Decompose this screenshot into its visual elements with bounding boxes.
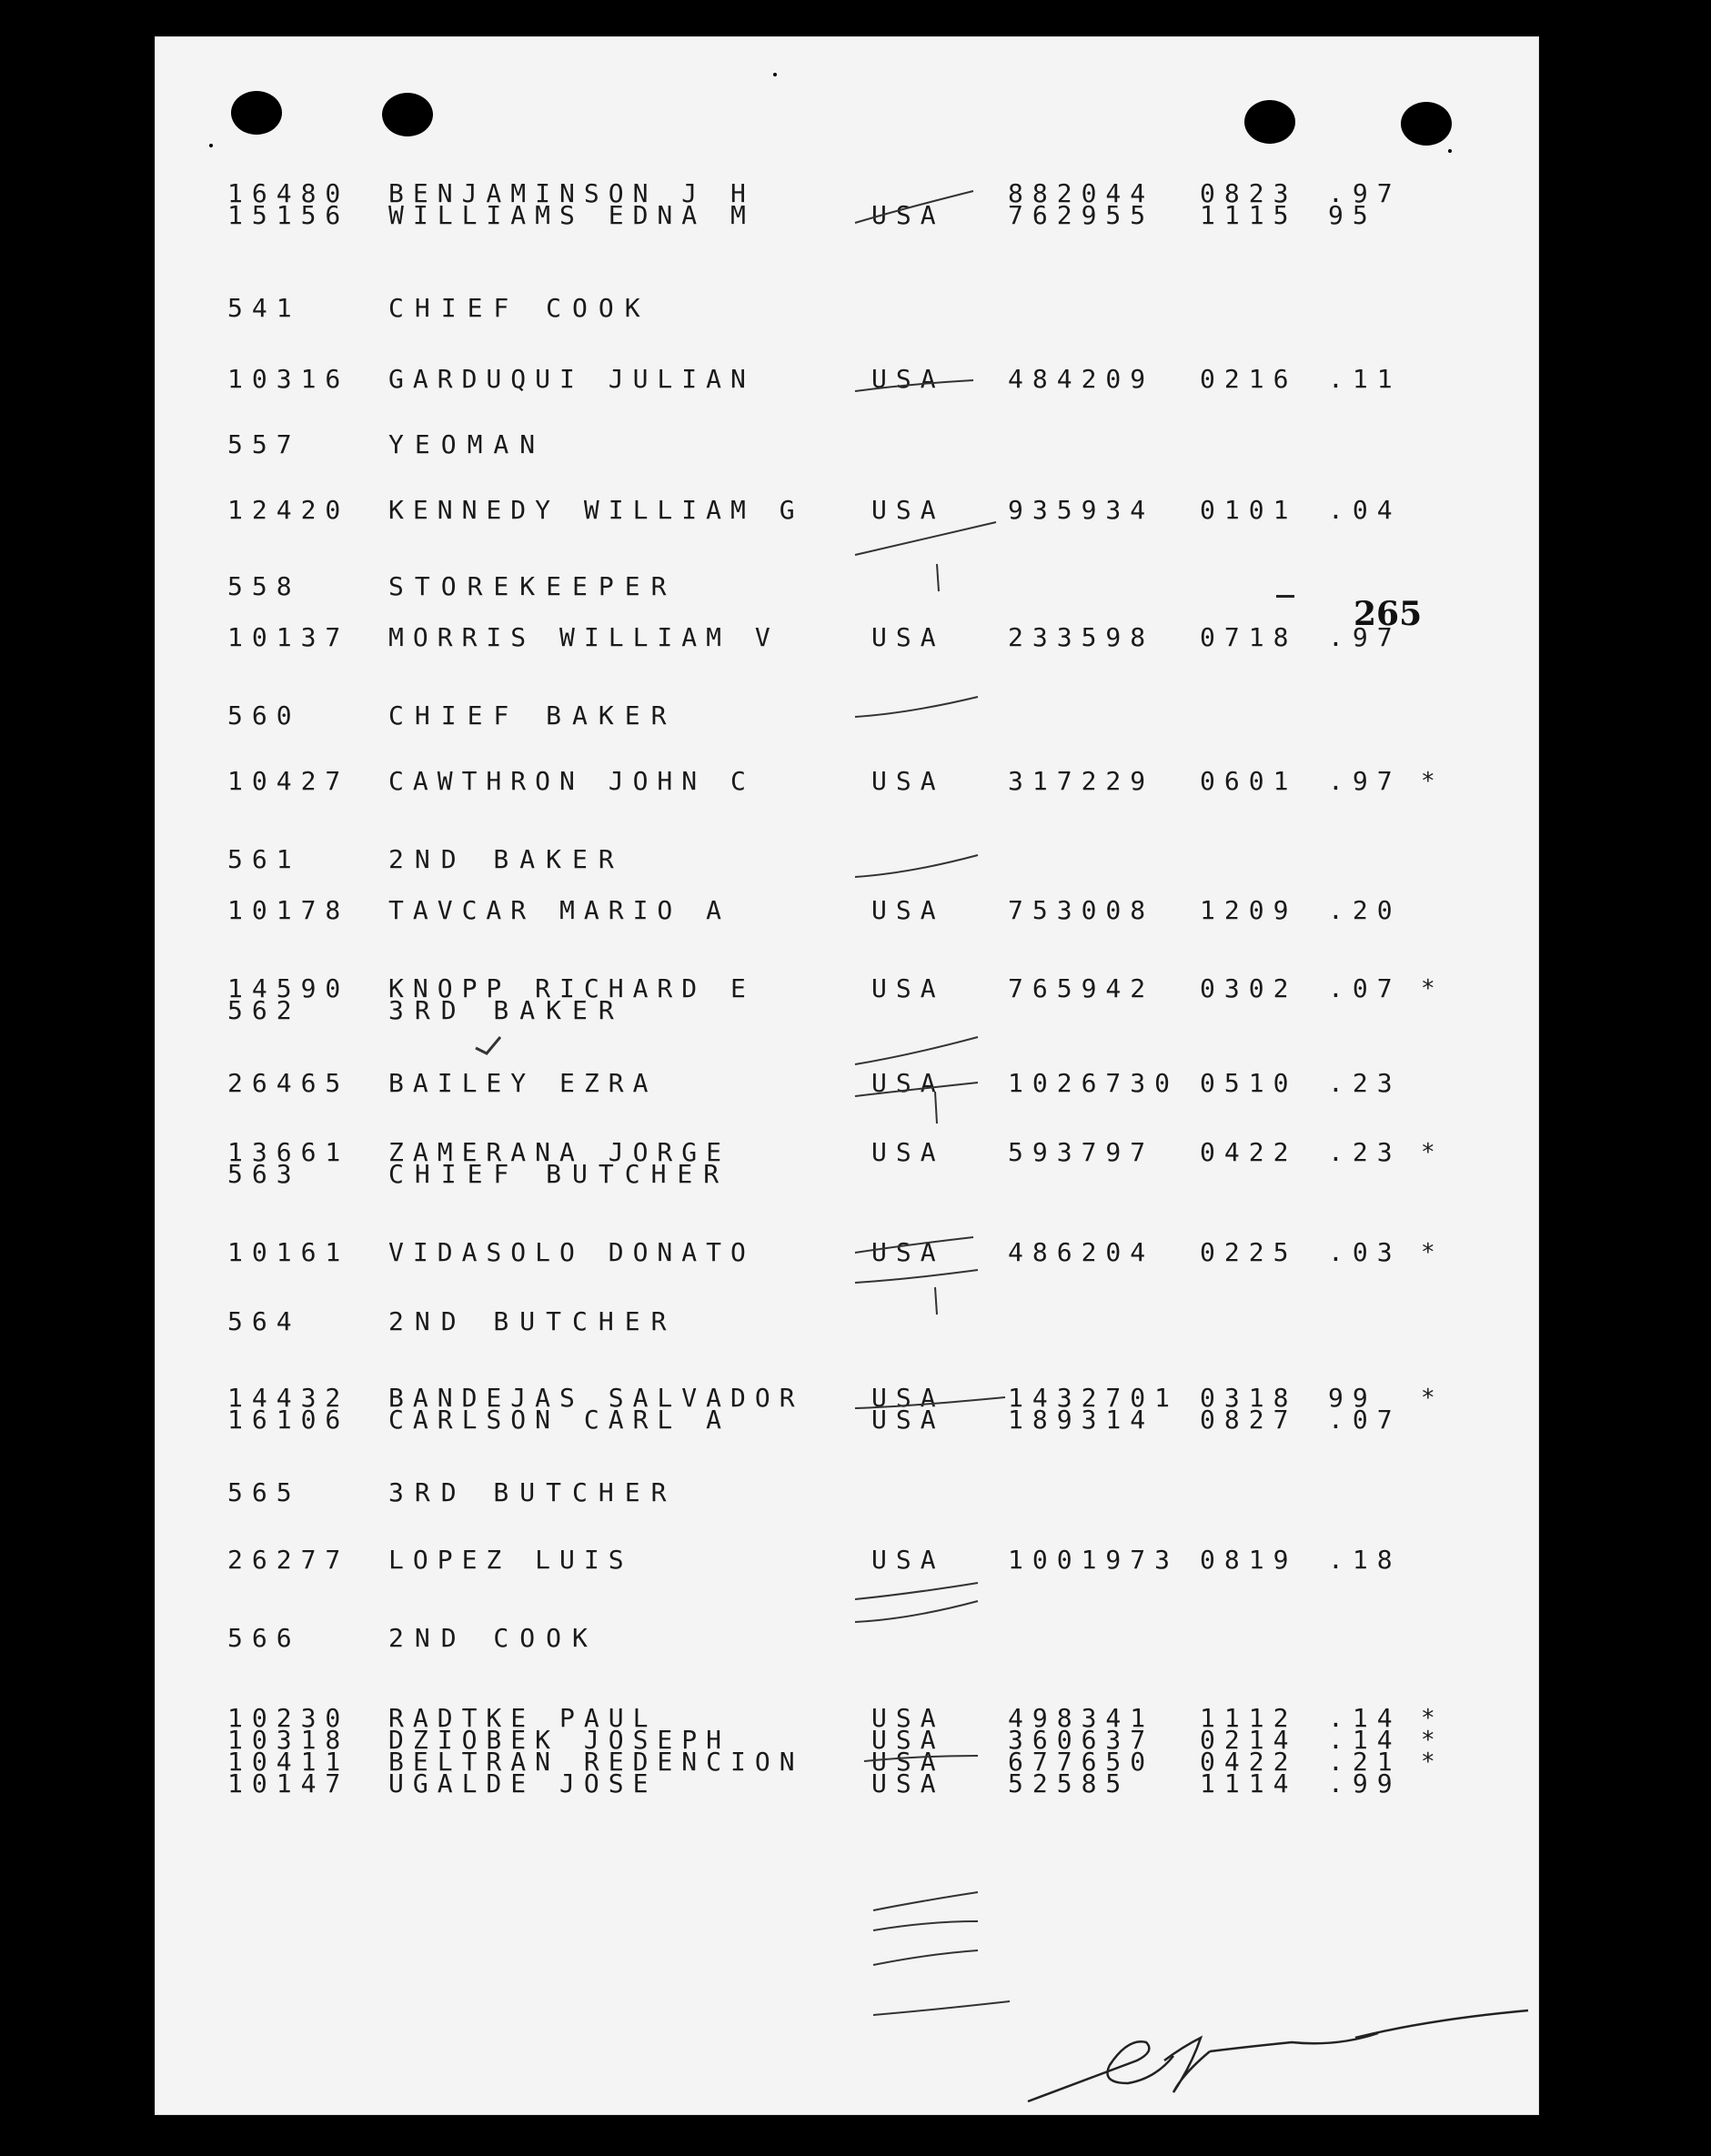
decimal-value: .23 [1328,1137,1402,1167]
date-code: 0214 [1200,1725,1298,1755]
employee-id: 14590 [227,973,350,1003]
record-number: 1026730 [1008,1068,1180,1098]
section-title: 2ND COOK [388,1623,599,1653]
date-code: 0318 [1200,1383,1298,1413]
record-number: 317229 [1008,766,1155,796]
employee-id: 10427 [227,766,350,796]
employee-id: 12420 [227,495,350,525]
decimal-value: .23 [1328,1068,1402,1098]
section-title: 3RD BAKER [388,995,625,1025]
record-number: 1432701 [1008,1383,1180,1413]
country: USA [871,495,945,525]
country: USA [871,1237,945,1267]
date-code: 0823 [1200,178,1298,208]
section-code: 564 [227,1306,301,1336]
page-number: 265 [1354,595,1423,633]
date-code: 0101 [1200,495,1298,525]
document-page [155,36,1539,2115]
section-code: 558 [227,571,301,601]
section-code: 560 [227,700,301,730]
decimal-value: .11 [1328,364,1402,394]
employee-id: 10411 [227,1747,350,1777]
employee-id: 10178 [227,895,350,925]
section-code: 541 [227,293,301,323]
decimal-value: .97 [1328,622,1402,652]
country: USA [871,1137,945,1167]
asterisk-mark: * [1421,768,1435,795]
employee-name: BANDEJAS SALVADOR [388,1383,804,1413]
employee-name: BELTRAN REDENCION [388,1747,804,1777]
employee-name: KENNEDY WILLIAM G [388,495,804,525]
section-code: 563 [227,1159,301,1189]
country: USA [871,973,945,1003]
signature [1028,2010,1528,2101]
decimal-value: .07 [1328,973,1402,1003]
employee-name: MORRIS WILLIAM V [388,622,780,652]
date-code: 0601 [1200,766,1298,796]
section-title: CHIEF BUTCHER [388,1159,730,1189]
country: USA [871,364,945,394]
decimal-value: .97 [1328,178,1402,208]
section-title: 2ND BAKER [388,844,625,874]
employee-name: CARLSON CARL A [388,1405,731,1435]
asterisk-mark: * [1421,1727,1435,1754]
employee-id: 10161 [227,1237,350,1267]
country: USA [871,1383,945,1413]
employee-id: 10316 [227,364,350,394]
country: USA [871,1703,945,1733]
asterisk-mark: * [1421,975,1435,1002]
employee-name: BAILEY EZRA [388,1068,658,1098]
decimal-value: 95 [1328,200,1377,230]
date-code: 1209 [1200,895,1298,925]
record-number: 765942 [1008,973,1155,1003]
employee-id: 10147 [227,1768,350,1798]
country: USA [871,1405,945,1435]
employee-id: 10318 [227,1725,350,1755]
employee-id: 26277 [227,1545,350,1575]
date-code: 0819 [1200,1545,1298,1575]
section-code: 557 [227,429,301,459]
date-code: 0422 [1200,1137,1298,1167]
country: USA [871,1068,945,1098]
country: USA [871,766,945,796]
handwritten-marks [155,36,1539,2115]
date-code: 0216 [1200,364,1298,394]
date-code: 0302 [1200,973,1298,1003]
employee-name: GARDUQUI JULIAN [388,364,755,394]
employee-name: ZAMERANA JORGE [388,1137,731,1167]
asterisk-mark: * [1421,1139,1435,1166]
employee-name: TAVCAR MARIO A [388,895,731,925]
date-code: 1112 [1200,1703,1298,1733]
record-number: 189314 [1008,1405,1155,1435]
date-code: 0225 [1200,1237,1298,1267]
employee-name: WILLIAMS EDNA M [388,200,755,230]
record-number: 935934 [1008,495,1155,525]
section-title: CHIEF BAKER [388,700,678,730]
decimal-value: .20 [1328,895,1402,925]
section-title: CHIEF COOK [388,293,651,323]
section-code: 562 [227,995,301,1025]
employee-name: UGALDE JOSE [388,1768,658,1798]
employee-id: 26465 [227,1068,350,1098]
employee-name: DZIOBEK JOSEPH [388,1725,731,1755]
employee-id: 15156 [227,200,350,230]
record-number: 486204 [1008,1237,1155,1267]
asterisk-mark: * [1421,1748,1435,1776]
decimal-value: .97 [1328,766,1402,796]
decimal-value: .07 [1328,1405,1402,1435]
employee-name: KNOPP RICHARD E [388,973,755,1003]
employee-name: CAWTHRON JOHN C [388,766,755,796]
record-number: 498341 [1008,1703,1155,1733]
record-number: 593797 [1008,1137,1155,1167]
record-number: 762955 [1008,200,1155,230]
employee-id: 10230 [227,1703,350,1733]
section-title: STOREKEEPER [388,571,678,601]
record-number: 484209 [1008,364,1155,394]
decimal-value: .14 [1328,1725,1402,1755]
record-number: 1001973 [1008,1545,1180,1575]
employee-id: 16480 [227,178,350,208]
date-code: 0718 [1200,622,1298,652]
decimal-value: .18 [1328,1545,1402,1575]
country: USA [871,1768,945,1798]
decimal-value: 99 [1328,1383,1377,1413]
employee-name: BENJAMINSON J H [388,178,755,208]
country: USA [871,200,945,230]
country: USA [871,1747,945,1777]
date-code: 0422 [1200,1747,1298,1777]
employee-id: 16106 [227,1405,350,1435]
record-number: 882044 [1008,178,1155,208]
section-title: 2ND BUTCHER [388,1306,678,1336]
country: USA [871,1725,945,1755]
employee-id: 10137 [227,622,350,652]
record-number: 360637 [1008,1725,1155,1755]
country: USA [871,1545,945,1575]
date-code: 1115 [1200,200,1298,230]
asterisk-mark: * [1421,1385,1435,1412]
section-title: YEOMAN [388,429,547,459]
decimal-value: .04 [1328,495,1402,525]
country: USA [871,895,945,925]
asterisk-mark: * [1421,1239,1435,1266]
employee-id: 14432 [227,1383,350,1413]
employee-name: VIDASOLO DONATO [388,1237,755,1267]
date-code: 0827 [1200,1405,1298,1435]
asterisk-mark: * [1421,1705,1435,1732]
decimal-value: .21 [1328,1747,1402,1777]
decimal-value: .99 [1328,1768,1402,1798]
check-strokes [476,191,1010,2015]
date-code: 0510 [1200,1068,1298,1098]
record-number: 677650 [1008,1747,1155,1777]
decimal-value: .03 [1328,1237,1402,1267]
section-code: 566 [227,1623,301,1653]
record-number: 233598 [1008,622,1155,652]
record-number: 52585 [1008,1768,1131,1798]
section-code: 565 [227,1477,301,1507]
employee-name: LOPEZ LUIS [388,1545,633,1575]
section-title: 3RD BUTCHER [388,1477,678,1507]
decimal-value: .14 [1328,1703,1402,1733]
date-code: 1114 [1200,1768,1298,1798]
employee-name: RADTKE PAUL [388,1703,658,1733]
section-code: 561 [227,844,301,874]
record-number: 753008 [1008,895,1155,925]
employee-id: 13661 [227,1137,350,1167]
country: USA [871,622,945,652]
